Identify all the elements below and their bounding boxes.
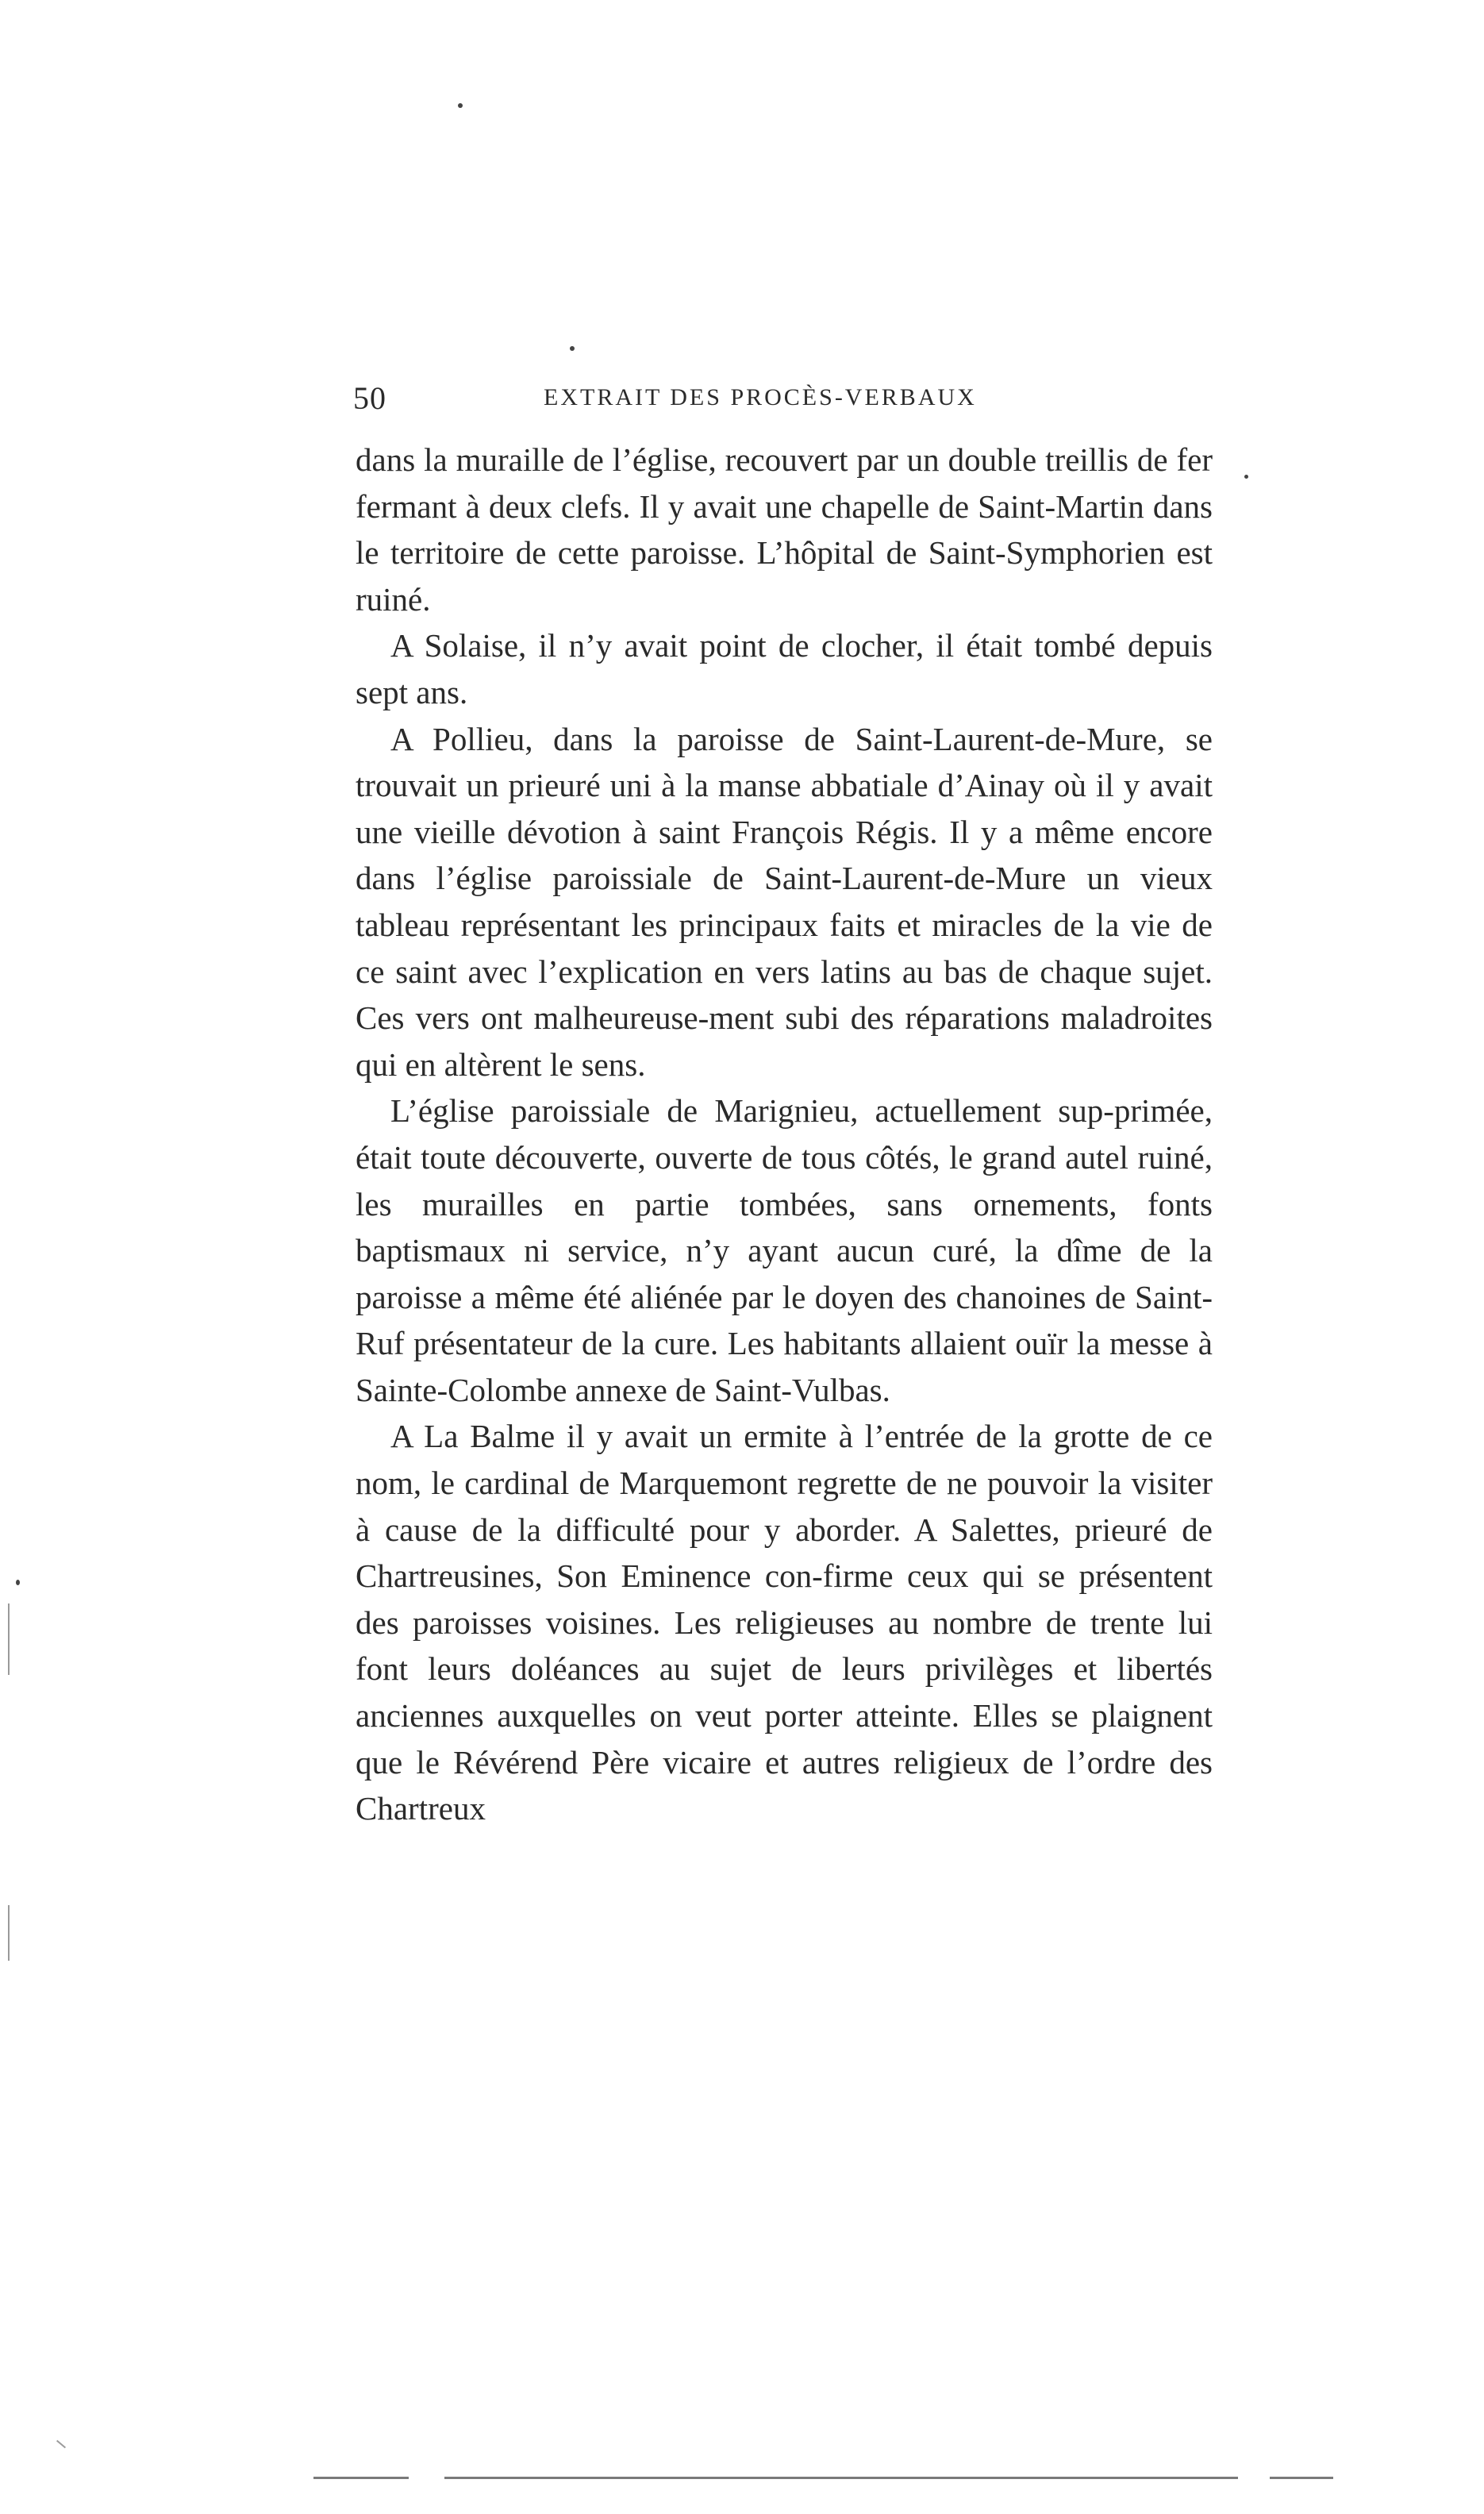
- paragraph: L’église paroissiale de Marignieu, actuellement sup-primée, était toute découverte, ouverte de tous côtés, le grand autel ruiné, les murailles en partie tombées, sans ornements, fonts baptismaux ni service, n’y ayant aucun curé, la dîme de la paroisse a même été aliénée par le doyen des chanoines de Saint-Ruf présentateur de la cure. Les habitants allaient ouïr la messe à Sainte-Colombe annexe de Saint-Vulbas.: [356, 1092, 1213, 1408]
- scan-edge-mark: [56, 2440, 66, 2449]
- page-header: [353, 379, 1210, 427]
- paragraph: A Pollieu, dans la paroisse de Saint-Laurent-de-Mure, se trouvait un prieuré uni à la manse abbatiale d’Ainay où il y avait une vieille dévotion à saint François Régis. Il y a même encore dans l’église paroissiale de Saint-Laurent-de-Mure un vieux tableau représentant les principaux faits et miracles de la vie de ce saint avec l’explication en vers latins au bas de chaque sujet. Ces vers ont malheureuse-ment subi des réparations maladroites qui en altèrent le sens.: [356, 720, 1213, 1083]
- scan-bottom-rule: [444, 2477, 1238, 2479]
- scan-speck: [570, 346, 575, 351]
- running-title: EXTRAIT DES PROCÈS-VERBAUX: [544, 384, 977, 410]
- page-number: 50: [353, 380, 386, 416]
- paragraph: A Solaise, il n’y avait point de clocher, il était tombé depuis sept ans.: [356, 627, 1213, 710]
- scan-speck: [1244, 475, 1248, 479]
- scan-speck: [458, 103, 463, 108]
- scan-speck: [16, 1580, 20, 1585]
- scan-edge-mark: [8, 1905, 10, 1961]
- scan-edge-mark: [8, 1603, 10, 1675]
- scan-bottom-rule: [1270, 2477, 1333, 2479]
- scan-bottom-rule: [313, 2477, 409, 2479]
- body-text: [356, 437, 1213, 1832]
- paragraph: A La Balme il y avait un ermite à l’entrée de la grotte de ce nom, le cardinal de Marquemont regrette de ne pouvoir la visiter à cause de la difficulté pour y aborder. A Salettes, prieuré de Chartreusines, Son Eminence con-firme ceux qui se présentent des paroisses voisines. Les religieuses au nombre de trente lui font leurs doléances au sujet de leurs privilèges et libertés anciennes auxquelles on veut porter atteinte. Elles se plaignent que le Révérend Père vicaire et autres religieux de l’ordre des Chartreux: [356, 1418, 1213, 1827]
- paragraph: dans la muraille de l’église, recouvert par un double treillis de fer fermant à deux clefs. Il y avait une chapelle de Saint-Martin dans le territoire de cette paroisse. L’hôpital de Saint-Symphorien est ruiné.: [356, 441, 1213, 618]
